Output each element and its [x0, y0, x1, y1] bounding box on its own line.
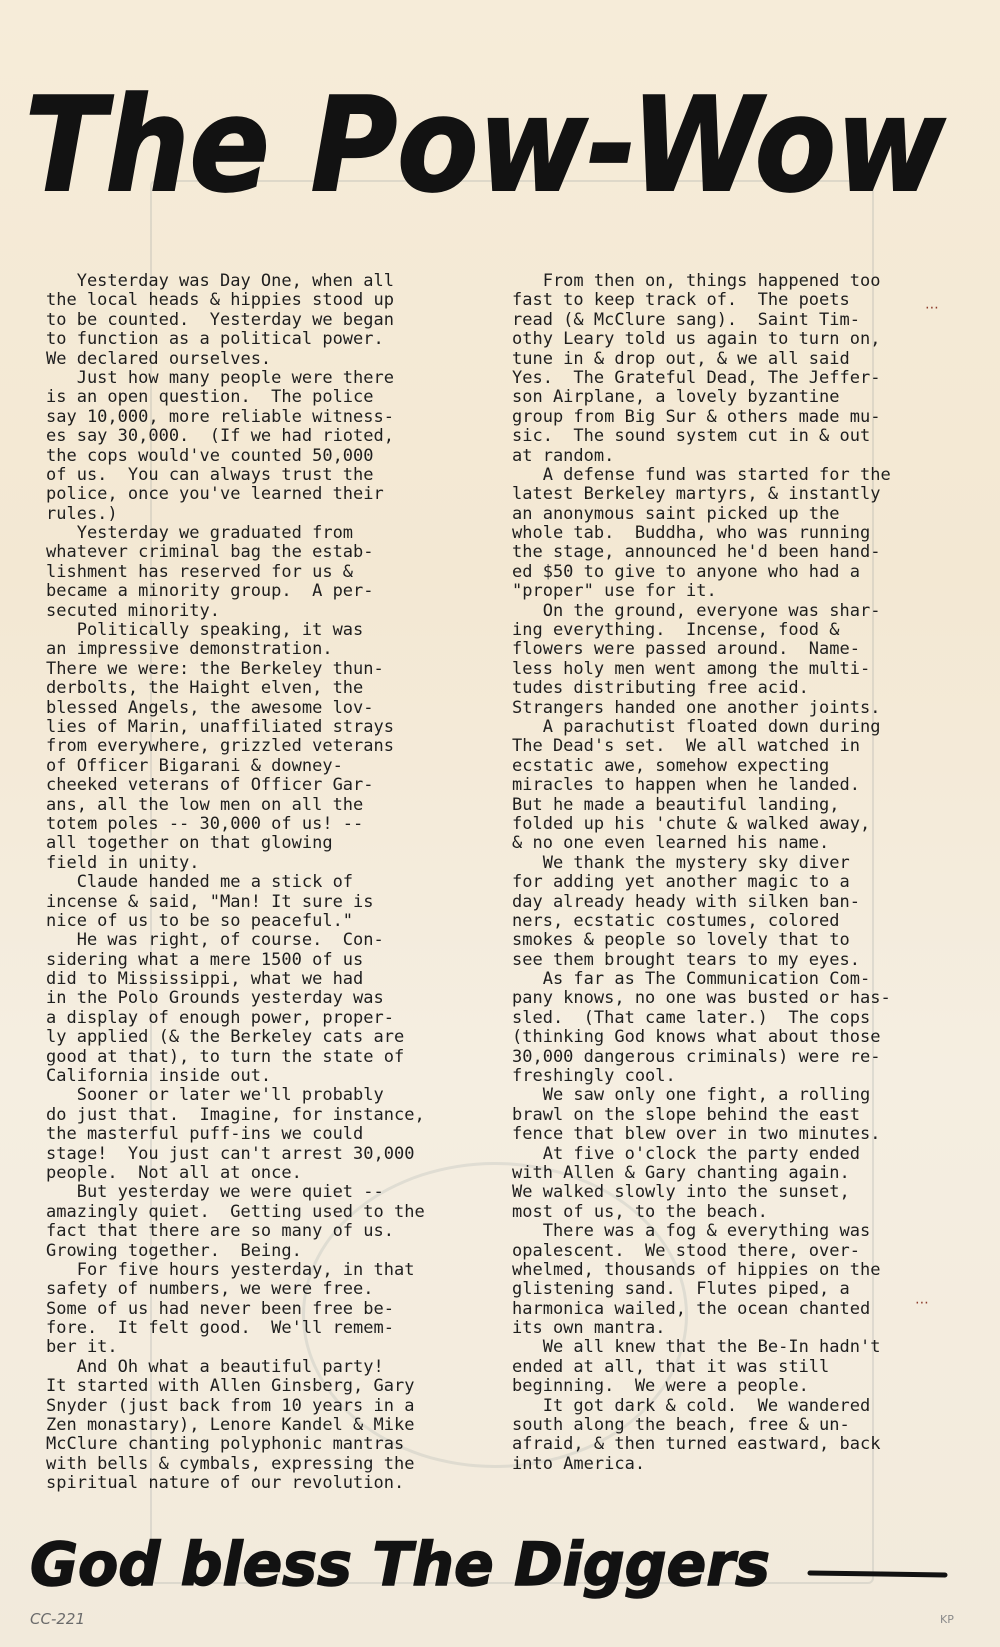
text-line: latest Berkeley martyrs, & instantly	[512, 484, 881, 505]
text-line: the cops would've counted 50,000	[46, 445, 374, 466]
text-line: at random.	[512, 445, 615, 466]
text-line: from everywhere, grizzled veterans	[46, 736, 394, 757]
text-line: freshingly cool.	[512, 1066, 676, 1087]
text-line: derbolts, the Haight elven, the	[46, 678, 364, 699]
text-line: For five hours yesterday, in that	[46, 1259, 415, 1280]
text-line: 30,000 dangerous criminals) were re-	[512, 1046, 881, 1067]
text-line: The Dead's set. We all watched in	[512, 736, 860, 757]
page-title: The Pow-Wow	[25, 69, 946, 220]
text-line: We all knew that the Be-In hadn't	[512, 1337, 881, 1358]
footer-dash-line	[810, 1573, 945, 1575]
article-right-column	[512, 272, 952, 1474]
text-line: othy Leary told us again to turn on,	[512, 329, 881, 350]
text-line: into America.	[512, 1453, 646, 1474]
text-line: On the ground, everyone was shar-	[512, 600, 881, 621]
text-line: with Allen & Gary chanting again.	[512, 1162, 850, 1183]
text-line: A parachutist floated down during	[512, 716, 881, 737]
text-line: tune in & drop out, & we all said	[512, 348, 850, 369]
archive-id: CC-221	[30, 1610, 85, 1628]
text-line: its own mantra.	[512, 1318, 666, 1339]
text-line: harmonica wailed, the ocean chanted	[512, 1298, 871, 1319]
text-line: less holy men went among the multi-	[512, 658, 871, 679]
text-line: As far as The Communication Com-	[512, 969, 871, 990]
text-line: (thinking God knows what about those	[512, 1027, 881, 1048]
text-line: ecstatic awe, somehow expecting	[512, 755, 830, 776]
text-line: read (& McClure sang). Saint Tim-	[512, 309, 860, 330]
text-line: group from Big Sur & others made mu-	[512, 406, 881, 427]
text-line: incense & said, "Man! It sure is	[46, 891, 374, 912]
footer-handwritten	[20, 1525, 980, 1605]
text-line: do just that. Imagine, for instance,	[46, 1104, 425, 1125]
text-line: see them brought tears to my eyes.	[512, 949, 860, 970]
text-line: of us. You can always trust the	[46, 464, 374, 485]
text-line: an impressive demonstration.	[46, 639, 333, 660]
text-line: glistening sand. Flutes piped, a	[512, 1279, 850, 1300]
text-line: Claude handed me a stick of	[46, 872, 354, 893]
text-line: He was right, of course. Con-	[46, 930, 384, 951]
text-line: smokes & people so lovely that to	[512, 930, 850, 951]
text-line: all together on that glowing	[46, 833, 333, 854]
text-line: ber it.	[46, 1337, 118, 1358]
text-line: did to Mississippi, what we had	[46, 969, 364, 990]
text-line: Just how many people were there	[46, 367, 394, 388]
text-line: spiritual nature of our revolution.	[46, 1473, 405, 1494]
text-line: stage! You just can't arrest 30,000	[46, 1143, 415, 1164]
text-line: There was a fog & everything was	[512, 1221, 871, 1242]
text-line: fore. It felt good. We'll remem-	[46, 1318, 394, 1339]
text-line: an anonymous saint picked up the	[512, 503, 840, 524]
footer-slogan: God bless The Diggers	[30, 1530, 770, 1600]
text-line: California inside out.	[46, 1066, 272, 1087]
text-line: blessed Angels, the awesome lov-	[46, 697, 374, 718]
text-line: We declared ourselves.	[46, 348, 272, 369]
text-line: is an open question. The police	[46, 387, 374, 408]
text-line: good at that), to turn the state of	[46, 1046, 405, 1067]
text-line: ans, all the low men on all the	[46, 794, 364, 815]
margin-mark-bottom: ⋯	[915, 1295, 929, 1311]
text-line: ly applied (& the Berkeley cats are	[46, 1027, 405, 1048]
text-line: pany knows, no one was busted or has-	[512, 988, 891, 1009]
text-line: opalescent. We stood there, over-	[512, 1240, 860, 1261]
margin-mark-top: ⋯	[925, 300, 939, 316]
text-line: most of us, to the beach.	[512, 1201, 768, 1222]
text-line: lies of Marin, unaffiliated strays	[46, 716, 394, 737]
text-line: of Officer Bigarani & downey-	[46, 755, 343, 776]
text-line: field in unity.	[46, 852, 200, 873]
text-line: It got dark & cold. We wandered	[512, 1395, 871, 1416]
text-line: people. Not all at once.	[46, 1162, 302, 1183]
text-line: We saw only one fight, a rolling	[512, 1085, 871, 1106]
text-line: amazingly quiet. Getting used to the	[46, 1201, 425, 1222]
text-line: afraid, & then turned eastward, back	[512, 1434, 881, 1455]
text-line: to be counted. Yesterday we began	[46, 309, 394, 330]
text-line: & no one even learned his name.	[512, 833, 830, 854]
text-line: a display of enough power, proper-	[46, 1007, 394, 1028]
text-line: ing everything. Incense, food &	[512, 620, 840, 641]
text-line: Some of us had never been free be-	[46, 1298, 394, 1319]
text-line: lishment has reserved for us &	[46, 561, 354, 582]
text-line: flowers were passed around. Name-	[512, 639, 860, 660]
text-line: Growing together. Being.	[46, 1240, 302, 1261]
text-line: Zen monastary), Lenore Kandel & Mike	[46, 1415, 415, 1436]
text-line: es say 30,000. (If we had rioted,	[46, 426, 394, 447]
text-line: Sooner or later we'll probably	[46, 1085, 384, 1106]
text-line: the stage, announced he'd been hand-	[512, 542, 881, 563]
text-line: It started with Allen Ginsberg, Gary	[46, 1376, 415, 1397]
text-line: fence that blew over in two minutes.	[512, 1124, 881, 1145]
text-line: whatever criminal bag the estab-	[46, 542, 374, 563]
text-line: miracles to happen when he landed.	[512, 775, 860, 796]
text-line: tudes distributing free acid.	[512, 678, 809, 699]
text-line: secuted minority.	[46, 600, 220, 621]
text-line: brawl on the slope behind the east	[512, 1104, 860, 1125]
text-line: for adding yet another magic to a	[512, 872, 850, 893]
text-line: And Oh what a beautiful party!	[46, 1356, 384, 1377]
text-line: sic. The sound system cut in & out	[512, 426, 871, 447]
text-line: fact that there are so many of us.	[46, 1221, 394, 1242]
text-line: sled. (That came later.) The cops	[512, 1007, 871, 1028]
text-line: to function as a political power.	[46, 329, 384, 350]
text-line: whelmed, thousands of hippies on the	[512, 1259, 881, 1280]
text-line: cheeked veterans of Officer Gar-	[46, 775, 374, 796]
text-line: Snyder (just back from 10 years in a	[46, 1395, 415, 1416]
text-line: sidering what a mere 1500 of us	[46, 949, 364, 970]
text-line: Yesterday was Day One, when all	[46, 271, 394, 291]
text-line: day already heady with silken ban-	[512, 891, 860, 912]
text-line: We walked slowly into the sunset,	[512, 1182, 850, 1203]
text-line: the masterful puff-ins we could	[46, 1124, 364, 1145]
text-line: son Airplane, a lovely byzantine	[512, 387, 840, 408]
text-line: with bells & cymbals, expressing the	[46, 1453, 415, 1474]
text-line: But yesterday we were quiet --	[46, 1182, 384, 1203]
text-line: From then on, things happened too	[512, 271, 881, 291]
text-line: A defense fund was started for the	[512, 464, 891, 485]
text-line: the local heads & hippies stood up	[46, 290, 394, 311]
text-line: safety of numbers, we were free.	[46, 1279, 374, 1300]
text-line: We thank the mystery sky diver	[512, 852, 850, 873]
text-line: say 10,000, more reliable witness-	[46, 406, 394, 427]
text-line: Politically speaking, it was	[46, 620, 364, 641]
text-line: But he made a beautiful landing,	[512, 794, 840, 815]
text-line: folded up his 'chute & walked away,	[512, 813, 871, 834]
text-line: rules.)	[46, 503, 118, 524]
text-line: ended at all, that it was still	[512, 1356, 830, 1377]
text-line: police, once you've learned their	[46, 484, 384, 505]
text-line: fast to keep track of. The poets	[512, 290, 850, 311]
text-line: totem poles -- 30,000 of us! --	[46, 813, 364, 834]
text-line: whole tab. Buddha, who was running	[512, 523, 871, 544]
text-line: ed $50 to give to anyone who had a	[512, 561, 860, 582]
text-line: Yesterday we graduated from	[46, 523, 354, 544]
text-line: Yes. The Grateful Dead, The Jeffer-	[512, 367, 881, 388]
archivist-initials: KP	[940, 1613, 954, 1626]
text-line: There we were: the Berkeley thun-	[46, 658, 384, 679]
title-handwritten	[15, 30, 975, 220]
text-line: Strangers handed one another joints.	[512, 697, 881, 718]
text-line: At five o'clock the party ended	[512, 1143, 860, 1164]
text-line: McClure chanting polyphonic mantras	[46, 1434, 405, 1455]
text-line: ners, ecstatic costumes, colored	[512, 910, 840, 931]
text-line: nice of us to be so peaceful."	[46, 910, 354, 931]
text-line: in the Polo Grounds yesterday was	[46, 988, 384, 1009]
text-line: south along the beach, free & un-	[512, 1415, 850, 1436]
text-line: became a minority group. A per-	[46, 581, 374, 602]
article-left-column	[46, 272, 476, 1494]
text-line: "proper" use for it.	[512, 581, 717, 602]
text-line: beginning. We were a people.	[512, 1376, 809, 1397]
